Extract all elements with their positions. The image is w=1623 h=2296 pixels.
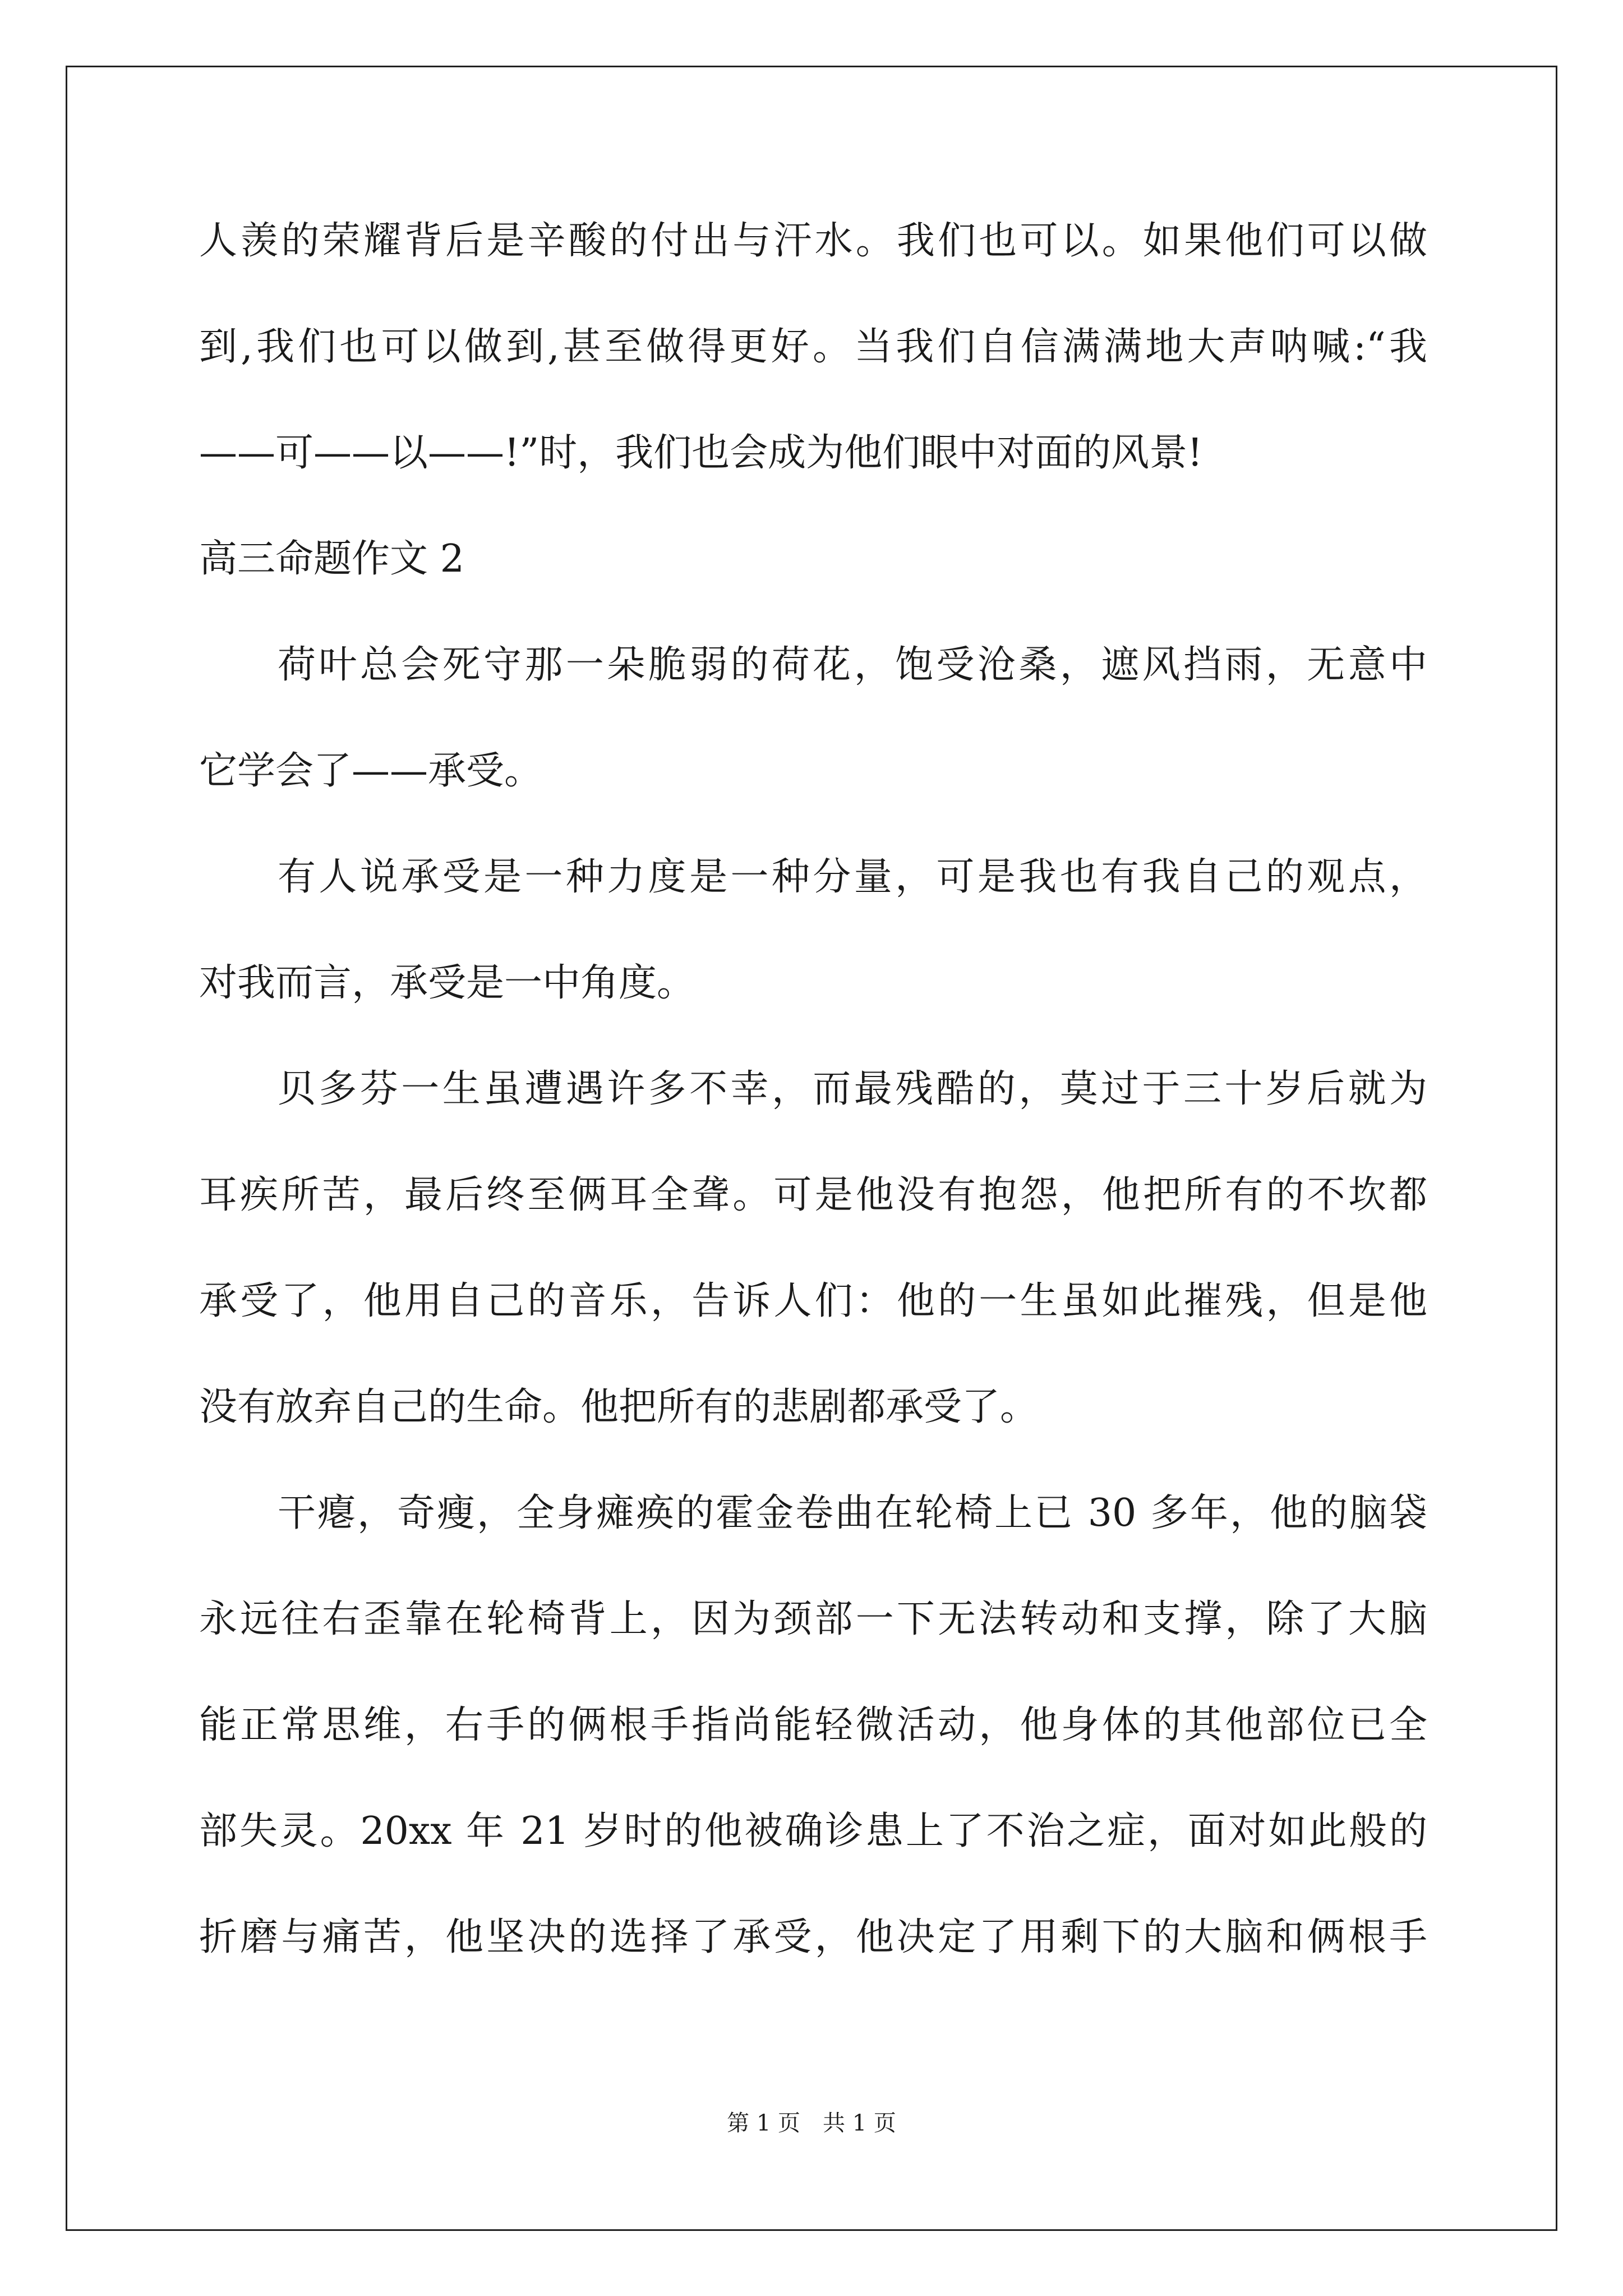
text-line: 到,我们也可以做到,甚至做得更好。当我们自信满满地大声呐喊:“我 [199, 325, 1427, 369]
text-line: 折磨与痛苦，他坚决的选择了承受，他决定了用剩下的大脑和俩根手 [199, 1915, 1427, 1959]
text-line: 承受了，他用自己的音乐，告诉人们：他的一生虽如此摧残，但是他 [199, 1279, 1427, 1323]
text-line: 永远往右歪靠在轮椅背上，因为颈部一下无法转动和支撑，除了大脑 [199, 1597, 1427, 1641]
text-line: 部失灵。20xx 年 21 岁时的他被确诊患上了不治之症，面对如此般的 [199, 1809, 1427, 1853]
text-line: 能正常思维，右手的俩根手指尚能轻微活动，他身体的其他部位已全 [199, 1703, 1427, 1747]
text-line: 人羡的荣耀背后是辛酸的付出与汗水。我们也可以。如果他们可以做 [199, 219, 1427, 263]
page-footer [0, 2106, 1623, 2140]
text-line: 贝多芬一生虽遭遇许多不幸，而最残酷的，莫过于三十岁后就为 [278, 1067, 1427, 1111]
text-line: 它学会了——承受。 [199, 749, 543, 793]
text-line: 没有放弃自己的生命。他把所有的悲剧都承受了。 [199, 1385, 1039, 1429]
text-line: 干瘪，奇瘦，全身瘫痪的霍金卷曲在轮椅上已 30 多年，他的脑袋 [278, 1491, 1427, 1535]
text-line: 有人说承受是一种力度是一种分量，可是我也有我自己的观点， [278, 855, 1427, 899]
page-number-text: 第 1 页 共 1 页 [727, 2110, 896, 2136]
section-heading: 高三命题作文 2 [199, 537, 464, 581]
text-line: 耳疾所苦，最后终至俩耳全聋。可是他没有抱怨，他把所有的不坎都 [199, 1173, 1427, 1217]
text-line: 荷叶总会死守那一朵脆弱的荷花，饱受沧桑，遮风挡雨，无意中 [278, 643, 1427, 687]
text-line: ——可——以——!”时，我们也会成为他们眼中对面的风景! [199, 431, 1203, 475]
document-body [199, 208, 1427, 2010]
text-line: 对我而言，承受是一中角度。 [199, 961, 695, 1005]
